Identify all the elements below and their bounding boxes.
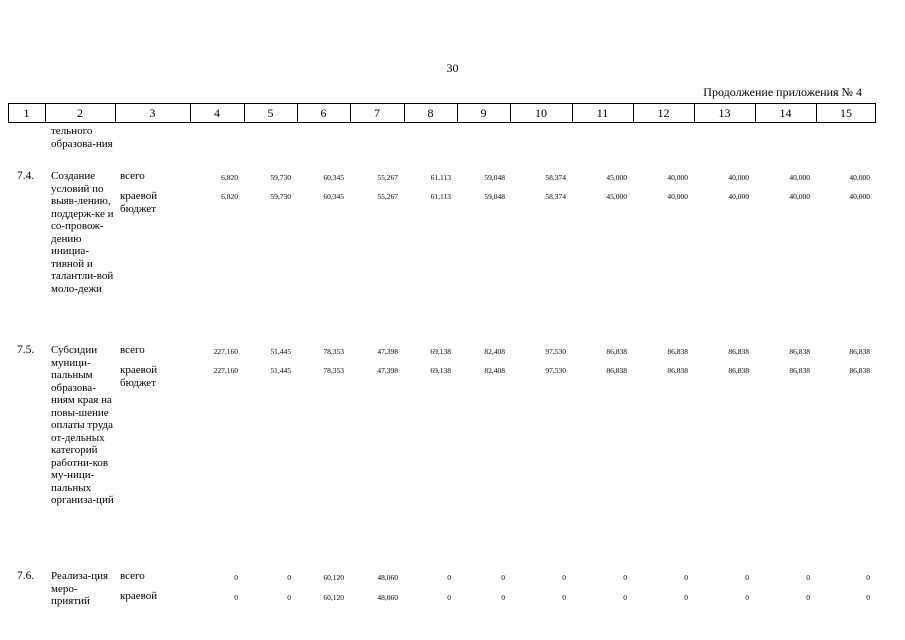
value-cell: 0 bbox=[684, 573, 688, 582]
value-cell: 0 bbox=[501, 593, 505, 602]
value-cell: 82,408 bbox=[484, 366, 505, 375]
source-label: краевой бюджет bbox=[120, 364, 158, 389]
value-cell: 0 bbox=[447, 573, 451, 582]
column-header: 12 bbox=[657, 106, 670, 120]
row-name: Субсидии муници-пальным образова-ниям края на повы-шение оплаты труда от-дельных категорий работни-ков му-ници-пальных организа-ций bbox=[51, 344, 114, 506]
column-header: 5 bbox=[267, 106, 274, 120]
appendix-subtitle: Продолжение приложения № 4 bbox=[703, 85, 862, 99]
value-cell: 0 bbox=[287, 573, 291, 582]
value-cell: 86,838 bbox=[789, 347, 810, 356]
value-cell: 0 bbox=[745, 593, 749, 602]
column-header: 11 bbox=[596, 106, 609, 120]
value-cell: 227,160 bbox=[213, 347, 238, 356]
value-cell: 86,838 bbox=[667, 366, 688, 375]
value-cell: 40,000 bbox=[667, 173, 688, 182]
row-name: Реализа-ция меро-приятий bbox=[51, 570, 109, 607]
value-cell: 47,398 bbox=[377, 366, 398, 375]
value-cell: 78,353 bbox=[323, 347, 344, 356]
value-cell: 227,160 bbox=[213, 366, 238, 375]
value-cell: 0 bbox=[234, 593, 238, 602]
source-label: краевой бюджет bbox=[120, 190, 158, 215]
value-cell: 58,374 bbox=[545, 192, 566, 201]
value-cell: 59,048 bbox=[484, 192, 505, 201]
source-label: краевой bbox=[120, 590, 158, 602]
value-cell: 40,000 bbox=[667, 192, 688, 201]
value-cell: 69,138 bbox=[430, 366, 451, 375]
value-cell: 60,120 bbox=[323, 573, 344, 582]
value-cell: 86,838 bbox=[849, 366, 870, 375]
value-cell: 6,820 bbox=[221, 173, 238, 182]
value-cell: 40,000 bbox=[789, 173, 810, 182]
value-cell: 69,138 bbox=[430, 347, 451, 356]
column-header: 7 bbox=[374, 106, 380, 120]
value-cell: 0 bbox=[234, 573, 238, 582]
value-cell: 86,838 bbox=[667, 347, 688, 356]
value-cell: 0 bbox=[623, 593, 627, 602]
value-cell: 0 bbox=[806, 593, 810, 602]
value-cell: 0 bbox=[806, 573, 810, 582]
column-header: 1 bbox=[23, 106, 30, 120]
column-header: 8 bbox=[427, 106, 434, 120]
value-cell: 55,267 bbox=[377, 173, 398, 182]
value-cell: 60,345 bbox=[323, 173, 344, 182]
value-cell: 51,445 bbox=[270, 347, 291, 356]
value-cell: 61,113 bbox=[430, 192, 451, 201]
value-cell: 60,345 bbox=[323, 192, 344, 201]
value-cell: 48,060 bbox=[377, 573, 398, 582]
table-header bbox=[8, 103, 876, 123]
value-cell: 61,113 bbox=[430, 173, 451, 182]
source-label: всего bbox=[120, 344, 145, 356]
value-cell: 97,530 bbox=[545, 366, 566, 375]
value-cell: 40,000 bbox=[728, 192, 749, 201]
row-name: Создание условий по выяв-лению, поддерж-ке и со-провож-дению инициа-тивной и талантли-вой моло-дежи bbox=[51, 170, 114, 295]
value-cell: 59,048 bbox=[484, 173, 505, 182]
value-cell: 47,398 bbox=[377, 347, 398, 356]
column-header: 15 bbox=[840, 106, 852, 120]
value-cell: 78,353 bbox=[323, 366, 344, 375]
value-cell: 60,120 bbox=[323, 593, 344, 602]
value-cell: 97,530 bbox=[545, 347, 566, 356]
page-number: 30 bbox=[446, 61, 459, 75]
value-cell: 59,730 bbox=[270, 173, 291, 182]
column-header: 6 bbox=[320, 106, 327, 120]
value-cell: 0 bbox=[501, 573, 505, 582]
value-cell: 86,838 bbox=[728, 366, 749, 375]
value-cell: 86,838 bbox=[849, 347, 870, 356]
value-cell: 86,838 bbox=[789, 366, 810, 375]
value-cell: 86,838 bbox=[606, 347, 627, 356]
value-cell: 45,000 bbox=[606, 192, 627, 201]
value-cell: 58,374 bbox=[545, 173, 566, 182]
column-header: 4 bbox=[214, 106, 220, 120]
value-cell: 6,820 bbox=[221, 192, 238, 201]
source-label: всего bbox=[120, 170, 145, 182]
column-header: 14 bbox=[779, 106, 792, 120]
row-number: 7.4. bbox=[17, 170, 35, 182]
value-cell: 40,000 bbox=[849, 173, 870, 182]
value-cell: 0 bbox=[562, 593, 566, 602]
value-cell: 82,408 bbox=[484, 347, 505, 356]
value-cell: 40,000 bbox=[849, 192, 870, 201]
value-cell: 48,060 bbox=[377, 593, 398, 602]
value-cell: 0 bbox=[866, 573, 870, 582]
value-cell: 55,267 bbox=[377, 192, 398, 201]
value-cell: 0 bbox=[562, 573, 566, 582]
column-header: 9 bbox=[480, 106, 487, 120]
value-cell: 0 bbox=[287, 593, 291, 602]
value-cell: 40,000 bbox=[728, 173, 749, 182]
value-cell: 0 bbox=[623, 573, 627, 582]
value-cell: 0 bbox=[447, 593, 451, 602]
value-cell: 59,730 bbox=[270, 192, 291, 201]
column-header: 2 bbox=[77, 106, 83, 120]
row-number: 7.5. bbox=[17, 344, 35, 356]
value-cell: 0 bbox=[866, 593, 870, 602]
source-label: всего bbox=[120, 570, 145, 582]
value-cell: 51,445 bbox=[270, 366, 291, 375]
value-cell: 45,000 bbox=[606, 173, 627, 182]
column-header: 10 bbox=[535, 106, 547, 120]
column-header: 3 bbox=[149, 106, 156, 120]
value-cell: 86,838 bbox=[606, 366, 627, 375]
value-cell: 0 bbox=[745, 573, 749, 582]
row-number: 7.6. bbox=[17, 570, 35, 582]
continued-name-cell: тельного образова-ния bbox=[51, 125, 113, 150]
value-cell: 86,838 bbox=[728, 347, 749, 356]
column-header: 13 bbox=[718, 106, 731, 120]
value-cell: 0 bbox=[684, 593, 688, 602]
value-cell: 40,000 bbox=[789, 192, 810, 201]
